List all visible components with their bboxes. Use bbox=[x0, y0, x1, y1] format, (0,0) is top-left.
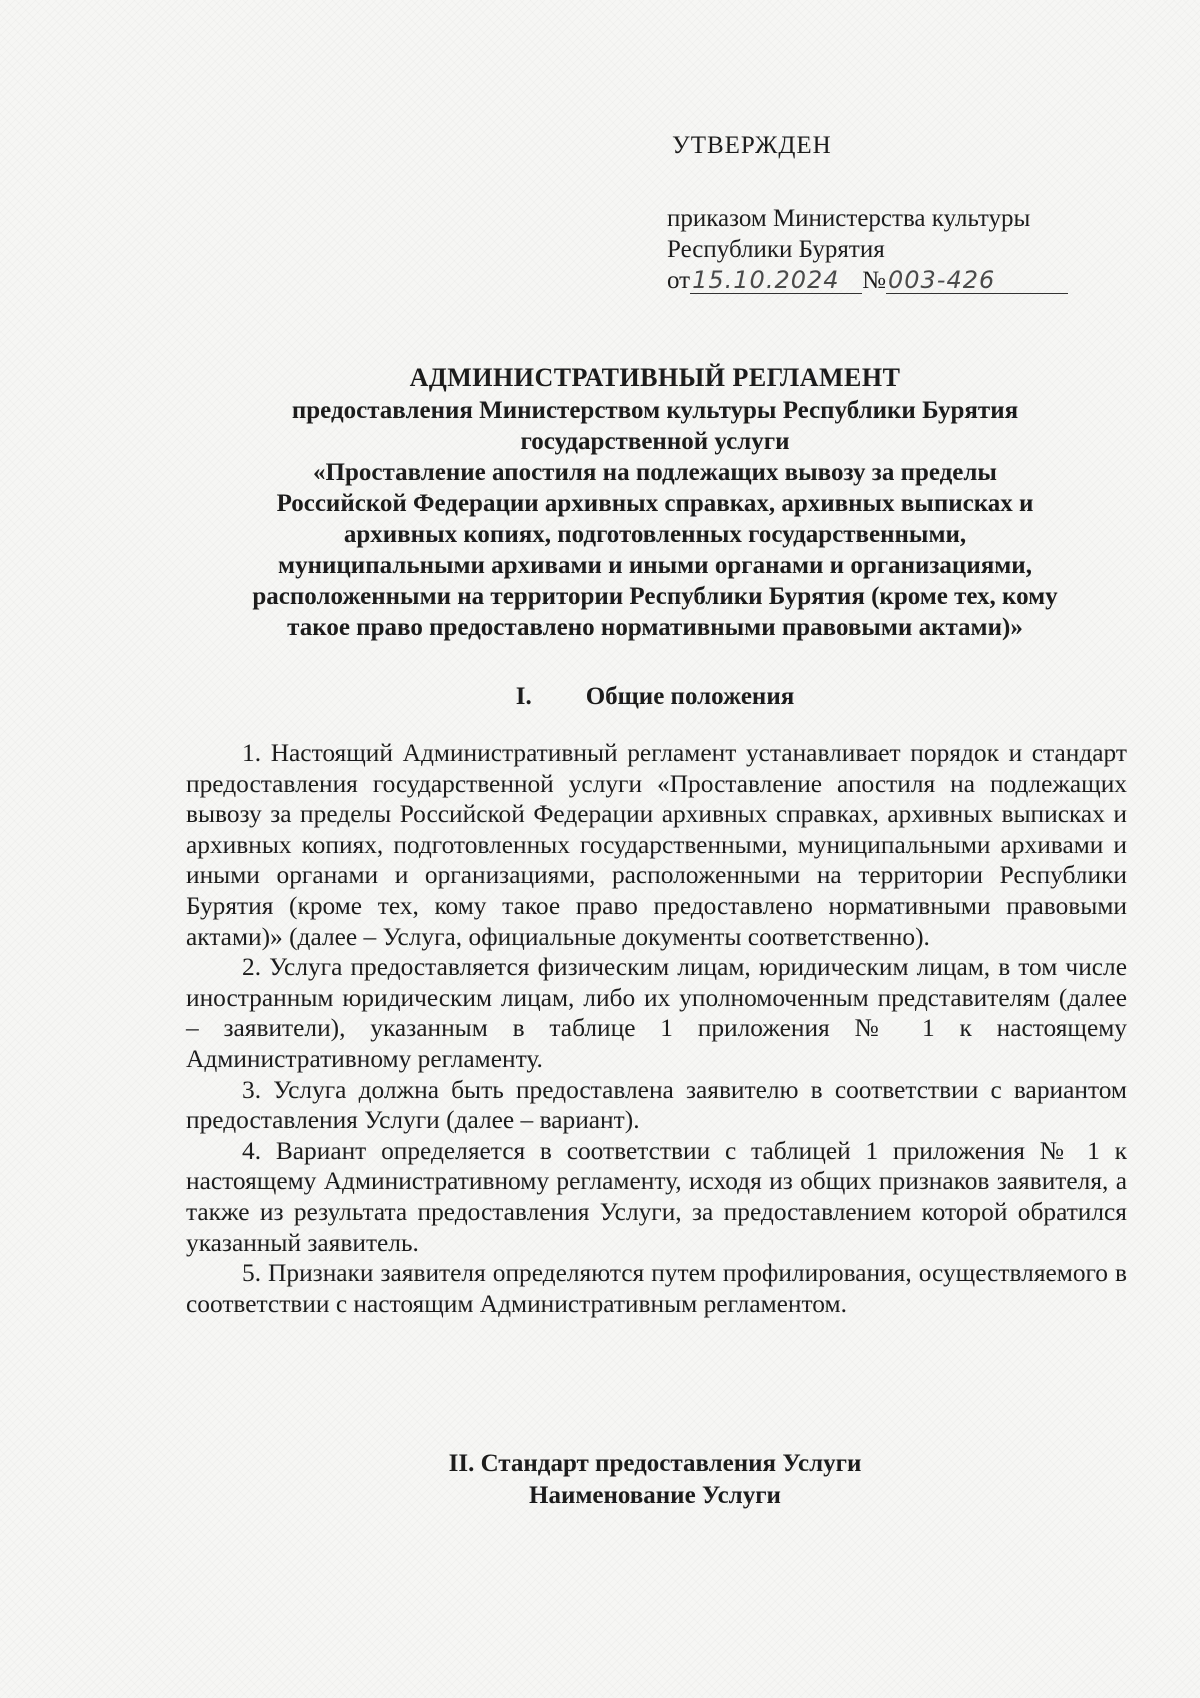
title-line: муниципальными архивами и иными органами и организациями, bbox=[278, 552, 1032, 579]
date-prefix: от bbox=[667, 267, 691, 294]
approval-line-1: приказом Министерства культуры bbox=[667, 205, 1031, 232]
paragraph: 1. Настоящий Административный регламент устанавливает порядок и стандарт предоставления государственной услуги «Проставление апостиля на подлежащих вывозу за пределы Российской Федерации архивных справках, архивных выписках и архивных копиях, подготовленных государственными, муниципальными архивами и иными органами и организациями, расположенными на территории Республики Бурятия (кроме тех, кому такое право предоставлено нормативными правовыми актами)» (далее – Услуга, официальные документы соответственно). bbox=[186, 739, 1127, 951]
section-1-body bbox=[186, 738, 1127, 1319]
approval-line-2: Республики Бурятия bbox=[667, 236, 885, 263]
section-2-heading bbox=[185, 1448, 1125, 1512]
title-line: Российской Федерации архивных справках, архивных выписках и bbox=[276, 490, 1034, 517]
number-prefix: № bbox=[862, 267, 886, 294]
paragraph: 2. Услуга предоставляется физическим лицам, юридическим лицам, в том числе иностранным юридическим лицам, либо их уполномоченным представителям (далее – заявители), указанным в таблице 1 приложения № 1 к настоящему Административному регламенту. bbox=[186, 953, 1127, 1073]
paragraph: 5. Признаки заявителя определяются путем профилирования, осуществляемого в соответствии с настоящим Административным регламентом. bbox=[186, 1259, 1127, 1318]
title-line: расположенными на территории Республики Бурятия (кроме тех, кому bbox=[252, 583, 1058, 610]
approval-block bbox=[667, 130, 1068, 296]
paragraph: 3. Услуга должна быть предоставлена заявителю в соответствии с вариантом предоставления Услуги (далее – вариант). bbox=[186, 1075, 1127, 1135]
approval-stamp: УТВЕРЖДЕН bbox=[672, 132, 832, 159]
title-line: государственной услуги bbox=[520, 428, 790, 455]
document-title bbox=[185, 362, 1125, 643]
handwritten-order-number: 003-426 bbox=[886, 267, 1068, 294]
paragraph: 4. Вариант определяется в соответствии с таблицей 1 приложения № 1 к настоящему Административному регламенту, исходя из общих признаков заявителя, а также из результата предоставления Услуги, за предоставлением которой обратился указанный заявитель. bbox=[186, 1136, 1127, 1257]
handwritten-date: 15.10.2024 bbox=[690, 267, 862, 294]
title-line: «Проставление апостиля на подлежащих вывозу за пределы bbox=[313, 459, 997, 486]
approval-date-line bbox=[667, 265, 1068, 296]
section-2-subtitle: Наименование Услуги bbox=[529, 1482, 781, 1509]
section-1-title: Общие положения bbox=[585, 683, 795, 710]
title-line: такое право предоставлено нормативными правовыми актами)» bbox=[287, 614, 1023, 641]
section-2-title: II. Стандарт предоставления Услуги bbox=[448, 1450, 862, 1477]
section-1-heading bbox=[185, 683, 1125, 711]
section-1-number: I. bbox=[515, 683, 532, 710]
title-line: архивных копиях, подготовленных государственными, bbox=[343, 521, 967, 548]
title-main: АДМИНИСТРАТИВНЫЙ РЕГЛАМЕНТ bbox=[409, 363, 901, 392]
title-line: предоставления Министерством культуры Республики Бурятия bbox=[291, 397, 1019, 424]
